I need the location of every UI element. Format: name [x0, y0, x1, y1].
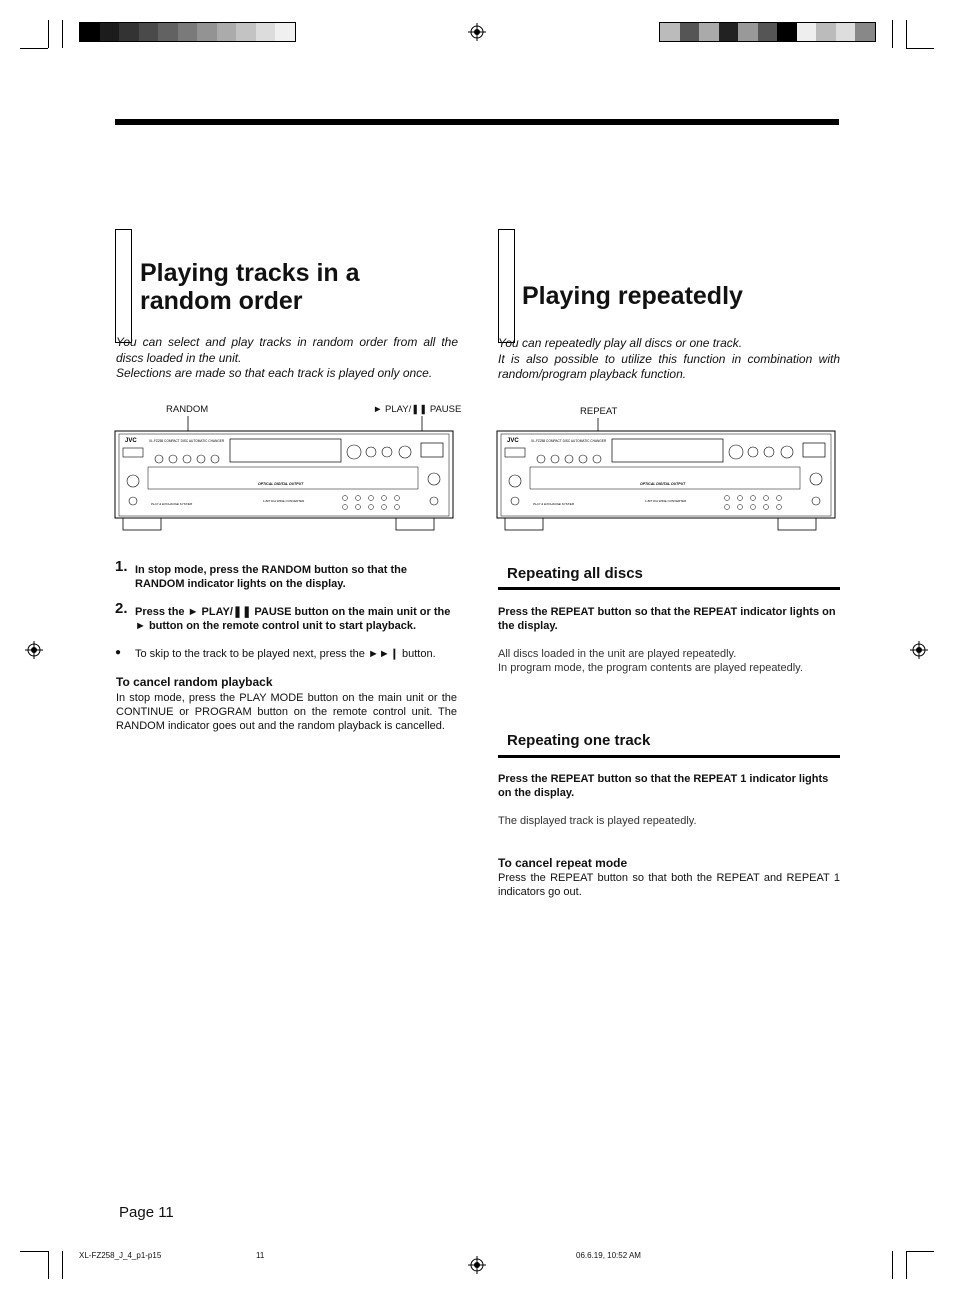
- crop-mark: [906, 20, 907, 48]
- cancel-text: In stop mode, press the PLAY MODE button on the main unit or the CONTINUE or PROGRAM button on the remote control unit. The RANDOM indicator goes out and the random playback is cancelled.: [116, 692, 457, 732]
- section-heading: Repeating all discs: [507, 565, 643, 582]
- crop-mark: [48, 20, 49, 48]
- svg-text:XL-FZ258 COMPACT DISC AUTOMATI: XL-FZ258 COMPACT DISC AUTOMATIC CHANGER: [531, 439, 607, 443]
- cd-changer-illustration: [495, 414, 839, 532]
- instruction-text: Press the REPEAT button so that the REPEAT 1 indicator lights on the display.: [498, 773, 829, 799]
- page-title: Playing tracks in a random order: [140, 259, 360, 315]
- cancel-heading: To cancel random playback: [116, 675, 273, 689]
- page-number: Page 11: [119, 1204, 174, 1221]
- body-text: All discs loaded in the unit are played repeatedly. In program mode, the program contents are played repeatedly.: [498, 648, 803, 674]
- callout-label: REPEAT: [580, 406, 618, 417]
- section-rule: [498, 755, 840, 758]
- crop-mark: [48, 1251, 49, 1279]
- cancel-heading: To cancel repeat mode: [498, 856, 628, 870]
- cancel-text: Press the REPEAT button so that both the REPEAT and REPEAT 1 indicators go out.: [498, 872, 840, 898]
- registration-icon: [468, 1256, 486, 1274]
- file-name: XL-FZ258_J_4_p1-p15: [79, 1251, 162, 1260]
- gray-swatch-bar: [659, 22, 876, 42]
- svg-text:PLAY & EXCHANGE SYSTEM: PLAY & EXCHANGE SYSTEM: [151, 502, 193, 506]
- step-number: 1.: [115, 558, 128, 575]
- crop-mark: [892, 1251, 893, 1279]
- svg-text:OPTICAL DIGITAL OUTPUT: OPTICAL DIGITAL OUTPUT: [258, 482, 304, 486]
- top-rule: [115, 119, 839, 125]
- svg-text:OPTICAL DIGITAL OUTPUT: OPTICAL DIGITAL OUTPUT: [640, 482, 686, 486]
- step-text: In stop mode, press the RANDOM button so that the RANDOM indicator lights on the display.: [135, 564, 407, 590]
- svg-text:JVC: JVC: [125, 438, 137, 444]
- crop-mark: [906, 48, 934, 49]
- callout-label: RANDOM: [166, 404, 209, 415]
- intro-text: You can select and play tracks in random order from all the discs loaded in the unit. Selections are made so that each track is played only once.: [116, 335, 458, 380]
- print-date: 06.6.19, 10:52 AM: [576, 1251, 641, 1260]
- registration-icon: [25, 641, 43, 659]
- bullet-icon: ●: [115, 647, 122, 658]
- instruction-text: Press the REPEAT button so that the REPEAT indicator lights on the display.: [498, 606, 836, 632]
- step-number: 2.: [115, 600, 128, 617]
- intro-text: You can repeatedly play all discs or one track. It is also possible to utilize this function in combination with random/program playback function.: [498, 336, 840, 381]
- crop-mark: [892, 20, 893, 48]
- svg-text:1-BIT D/A WIDE CONVERTER: 1-BIT D/A WIDE CONVERTER: [263, 499, 305, 503]
- section-heading: Repeating one track: [507, 732, 651, 749]
- gray-swatch-bar: [79, 22, 296, 42]
- registration-icon: [910, 641, 928, 659]
- cd-changer-illustration: [113, 414, 457, 532]
- svg-text:1-BIT D/A WIDE CONVERTER: 1-BIT D/A WIDE CONVERTER: [645, 499, 687, 503]
- bullet-text: To skip to the track to be played next, press the ►►❙ button.: [135, 648, 436, 660]
- step-text: Press the ► PLAY/❚❚ PAUSE button on the main unit or the ► button on the remote control unit to start playback.: [135, 606, 451, 632]
- crop-mark: [20, 1251, 48, 1252]
- title-marker: [498, 229, 515, 343]
- crop-mark: [62, 1251, 63, 1279]
- registration-icon: [468, 23, 486, 41]
- page-title: Playing repeatedly: [522, 282, 743, 310]
- crop-mark: [906, 1251, 907, 1279]
- svg-text:PLAY & EXCHANGE SYSTEM: PLAY & EXCHANGE SYSTEM: [533, 502, 575, 506]
- callout-label: ► PLAY/❚❚ PAUSE: [373, 404, 462, 415]
- crop-mark: [20, 48, 48, 49]
- svg-text:JVC: JVC: [507, 438, 519, 444]
- section-rule: [498, 587, 840, 590]
- title-marker: [115, 229, 132, 343]
- crop-mark: [906, 1251, 934, 1252]
- svg-text:XL-FZ258 COMPACT DISC AUTOMATI: XL-FZ258 COMPACT DISC AUTOMATIC CHANGER: [149, 439, 225, 443]
- body-text: The displayed track is played repeatedly.: [498, 815, 697, 827]
- crop-mark: [62, 20, 63, 48]
- sheet-number: 11: [256, 1251, 265, 1260]
